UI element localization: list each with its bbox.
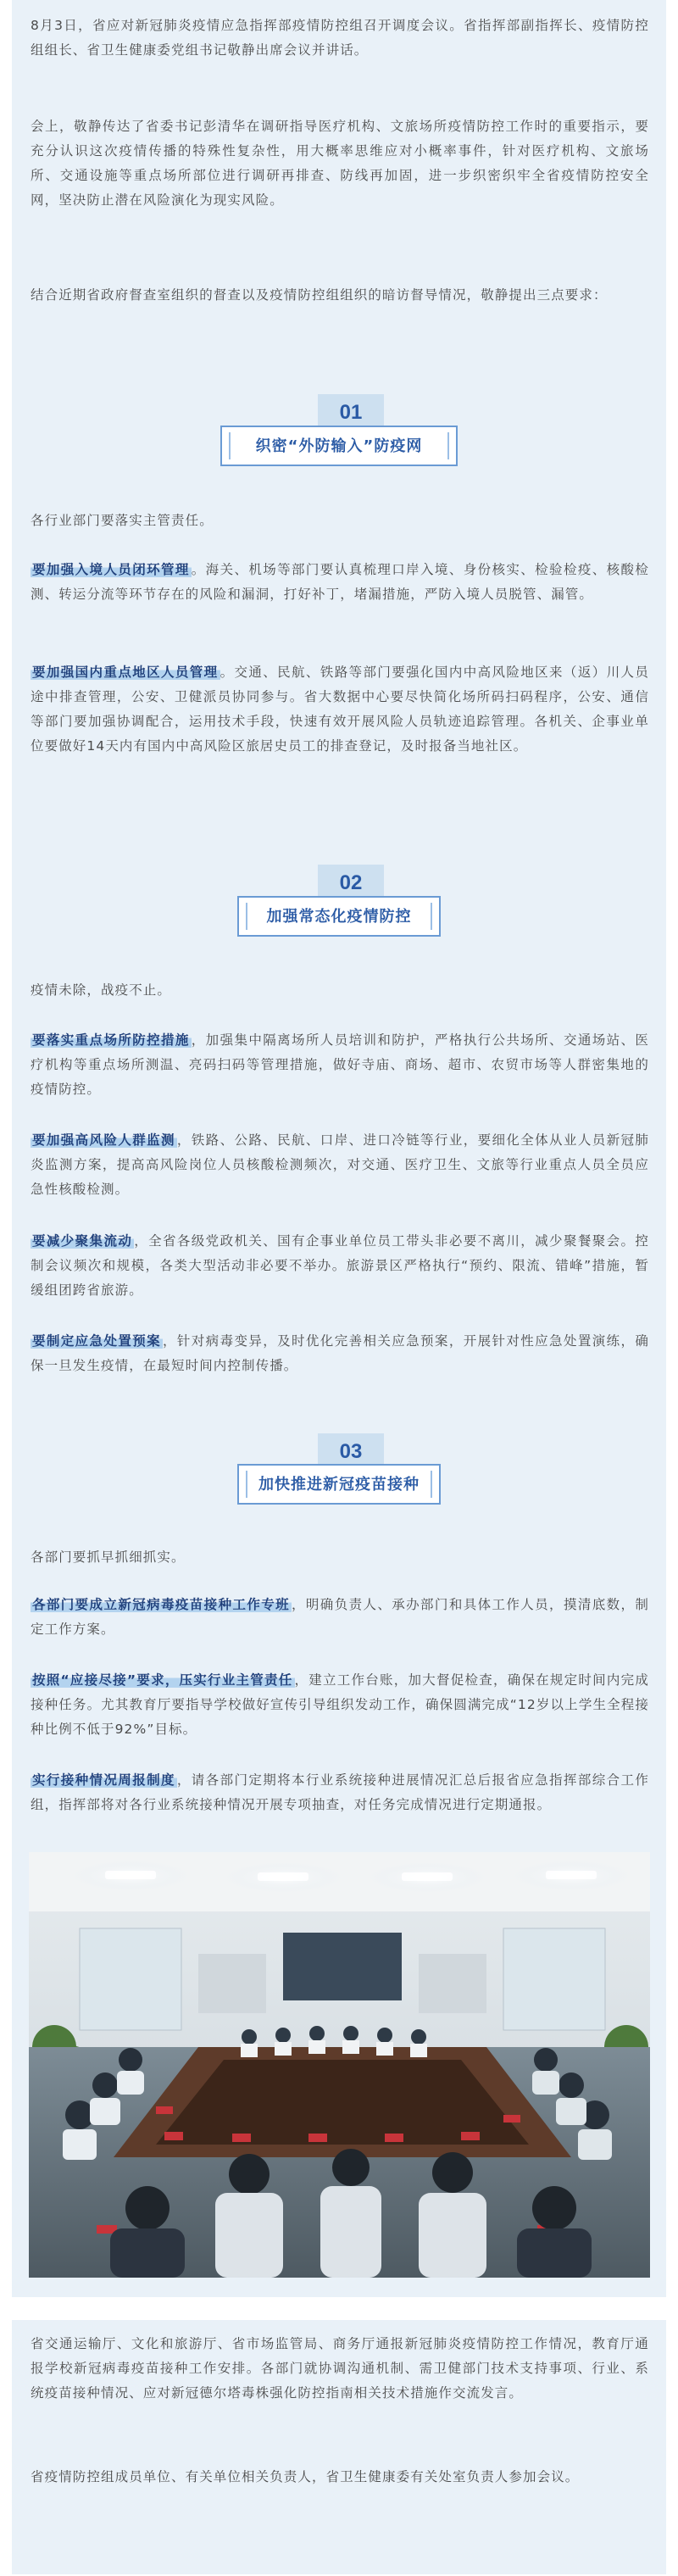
section-01-item-1 — [31, 558, 649, 607]
highlight-phrase: 要加强国内重点地区人员管理 — [32, 665, 219, 680]
highlight-phrase: 要减少聚集流动 — [32, 1233, 133, 1249]
meeting-photo — [29, 1852, 650, 2278]
highlight-phrase: 要落实重点场所防控措施 — [32, 1032, 190, 1048]
intro-paragraph: 8月3日，省应对新冠肺炎疫情应急指挥部疫情防控组召开调度会议。省指挥部副指挥长、疫情防控组组长、省卫生健康委党组书记敬静出席会议并讲话。 — [31, 18, 649, 58]
highlight-phrase: 要制定应急处置预案 — [32, 1333, 162, 1349]
section-02-item-3 — [31, 1229, 649, 1303]
item-text: ，请各部门定期将本行业系统接种进展情况汇总后报省应急指挥部综合工作组，指挥部将对各行业系统接种情况开展专项抽查，对任务完成情况进行定期通报。 — [31, 1772, 649, 1812]
footer-card — [12, 2320, 666, 2574]
highlight-phrase: 要加强入境人员闭环管理 — [32, 562, 190, 577]
item-text: ，铁路、公路、民航、口岸、进口冷链等行业，要细化全体从业人员新冠肺炎监测方案，提高高风险岗位人员核酸检测频次，对交通、医疗卫生、文旅等行业重点人员全员应急性核酸检测。 — [31, 1132, 649, 1197]
highlight-phrase: 各部门要成立新冠病毒疫苗接种工作专班 — [32, 1597, 291, 1612]
section-title-01: 织密“外防输入”防疫网 — [220, 426, 458, 466]
section-01-lead: 各行业部门要落实主管责任。 — [31, 513, 214, 528]
requirements-paragraph: 结合近期省政府督查室组织的督查以及疫情防控组组织的暗访督导情况，敬静提出三点要求： — [31, 287, 608, 303]
highlight-phrase: 按照“应接尽接”要求，压实行业主管责任 — [32, 1672, 293, 1688]
item-text: ，针对病毒变异，及时优化完善相关应急预案，开展针对性应急处置演练，确保一旦发生疫情，在最短时间内控制传播。 — [31, 1333, 649, 1373]
footer-paragraph-2: 省疫情防控组成员单位、有关单位相关负责人，省卫生健康委有关处室负责人参加会议。 — [31, 2469, 580, 2484]
section-03-lead: 各部门要抓早抓细抓实。 — [31, 1549, 186, 1565]
section-03-item-1 — [31, 1593, 649, 1642]
section-02-item-1 — [31, 1028, 649, 1102]
item-text: ，全省各级党政机关、国有企事业单位员工带头非必要不离川，减少聚餐聚会。控制会议频次和规模，各类大型活动非必要不举办。旅游景区严格执行“预约、限流、错峰”措施，暂缓组团跨省旅游。 — [31, 1233, 649, 1298]
item-text: ，建立工作台账，加大督促检查，确保在规定时间内完成接种任务。尤其教育厅要指导学校做好宣传引导组织发动工作，确保圆满完成“12岁以上学生全程接种比例不低于92%”目标。 — [31, 1672, 649, 1737]
item-text: 。海关、机场等部门要认真梳理口岸入境、身份核实、检验检疫、核酸检测、转运分流等环节存在的风险和漏洞，打好补丁，堵漏措施，严防入境人员脱管、漏管。 — [31, 562, 649, 602]
meeting-paragraph: 会上，敬静传达了省委书记彭清华在调研指导医疗机构、文旅场所疫情防控工作时的重要指示，要充分认识这次疫情传播的特殊性复杂性，用大概率思维应对小概率事件，针对医疗机构、文旅场所、交通设施等重点场所部位进行调研再排查、防线再加固，进一步织密织牢全省疫情防控安全网，坚决防止潜在风险演化为现实风险。 — [31, 119, 649, 208]
item-text: 。交通、民航、铁路等部门要强化国内中高风险地区来（返）川人员途中排查管理，公安、卫健派员协同参与。省大数据中心要尽快简化场所码扫码程序，公安、通信等部门要加强协调配合，运用技术手段，快速有效开展风险人员轨迹追踪管理。各机关、企事业单位要做好14天内有国内中高风险区旅居史员工的排查登记，及时报备当地社区。 — [31, 665, 649, 754]
highlight-phrase: 要加强高风险人群监测 — [32, 1132, 175, 1148]
section-number-01: 01 — [318, 394, 384, 430]
section-title-03: 加快推进新冠疫苗接种 — [237, 1464, 441, 1505]
section-title-02: 加强常态化疫情防控 — [237, 896, 441, 937]
item-text: ，加强集中隔离场所人员培训和防护，严格执行公共场所、交通场站、医疗机构等重点场所测温、亮码扫码等管理措施，做好寺庙、商场、超市、农贸市场等人群密集地的疫情防控。 — [31, 1032, 649, 1097]
section-01-item-2 — [31, 660, 649, 759]
section-02-item-4 — [31, 1329, 649, 1378]
section-03-item-2 — [31, 1668, 649, 1742]
section-number-03: 03 — [318, 1433, 384, 1469]
section-number-02: 02 — [318, 865, 384, 900]
highlight-phrase: 实行接种情况周报制度 — [32, 1772, 175, 1788]
footer-paragraph-1: 省交通运输厅、文化和旅游厅、省市场监管局、商务厅通报新冠肺炎疫情防控工作情况，教育厅通报学校新冠病毒疫苗接种工作安排。各部门就协调沟通机制、需卫健部门技术支持事项、行业、系统疫苗接种情况、应对新冠德尔塔毒株强化防控指南相关技术措施作交流发言。 — [31, 2336, 649, 2401]
section-02-item-2 — [31, 1128, 649, 1202]
item-text: ，明确负责人、承办部门和具体工作人员，摸清底数，制定工作方案。 — [31, 1597, 649, 1637]
section-02-lead: 疫情未除，战疫不止。 — [31, 982, 172, 998]
section-03-item-3 — [31, 1768, 649, 1817]
